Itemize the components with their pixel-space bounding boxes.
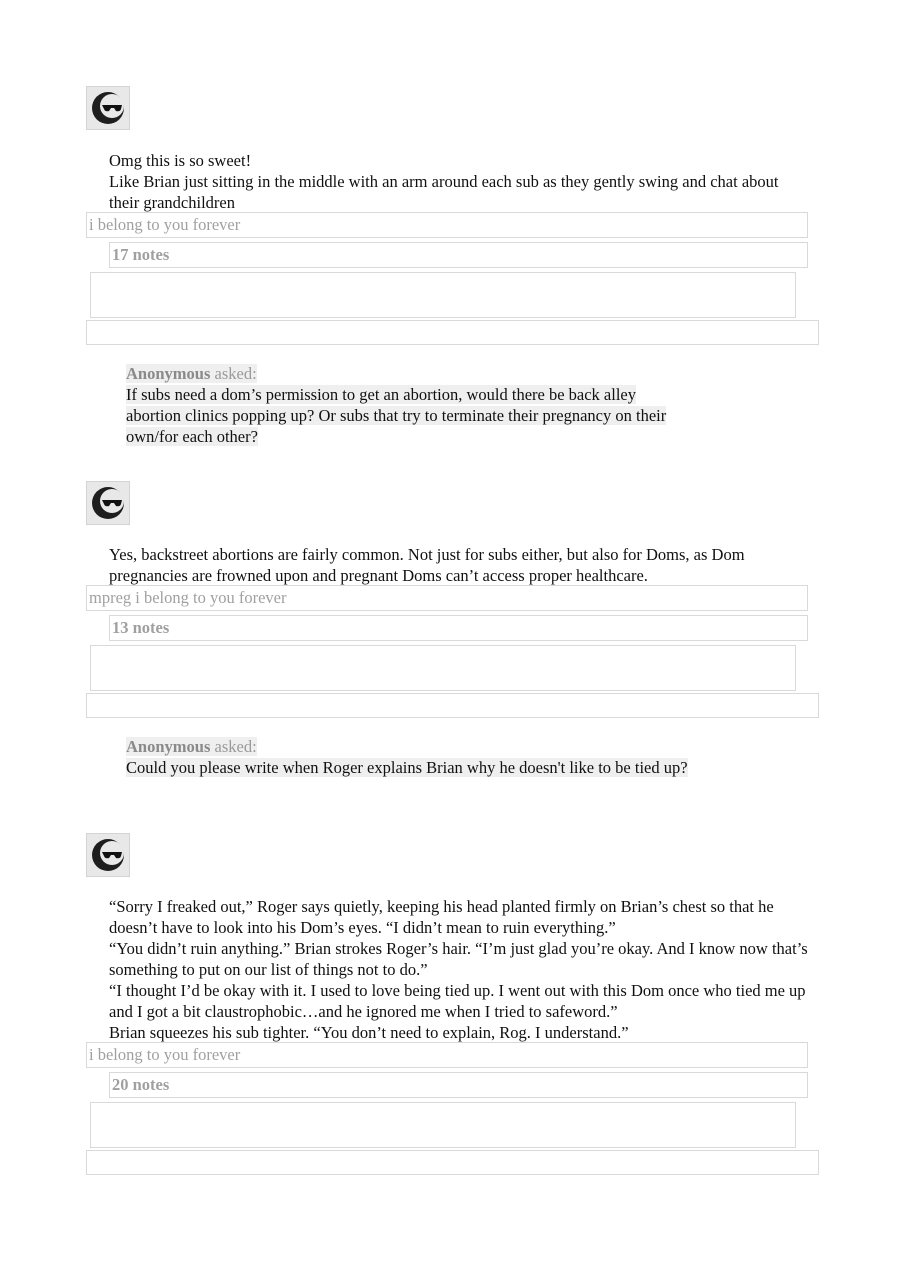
notes-count[interactable]: 17 notes bbox=[109, 242, 808, 268]
ask-block bbox=[126, 363, 694, 447]
post-tags[interactable]: mpreg i belong to you forever bbox=[86, 585, 808, 611]
ask-verb: asked: bbox=[214, 737, 257, 756]
post-tags[interactable]: i belong to you forever bbox=[86, 1042, 808, 1068]
post-body bbox=[109, 544, 789, 586]
ask-block bbox=[126, 736, 694, 778]
post-divider-bar bbox=[86, 1150, 819, 1175]
avatar[interactable] bbox=[86, 86, 130, 130]
post-paragraph: Omg this is so sweet! bbox=[109, 151, 252, 170]
sunglasses-moon-avatar-icon bbox=[87, 482, 129, 524]
post-tags[interactable]: i belong to you forever bbox=[86, 212, 808, 238]
post-footer-panel bbox=[90, 645, 796, 691]
post-body bbox=[109, 150, 809, 213]
post-divider-bar bbox=[86, 320, 819, 345]
post-footer-panel bbox=[90, 1102, 796, 1148]
asker-name[interactable]: Anonymous bbox=[126, 364, 211, 383]
post-paragraph: “Sorry I freaked out,” Roger says quietly, keeping his head planted firmly on Brian’s chest so that he doesn’t have to look into his Dom’s eyes. “I didn’t mean to ruin everything.” bbox=[109, 897, 774, 937]
avatar[interactable] bbox=[86, 481, 130, 525]
post-body bbox=[109, 896, 809, 1043]
post-footer-panel bbox=[90, 272, 796, 318]
asker-name[interactable]: Anonymous bbox=[126, 737, 211, 756]
avatar[interactable] bbox=[86, 833, 130, 877]
sunglasses-moon-avatar-icon bbox=[87, 834, 129, 876]
post-paragraph: “I thought I’d be okay with it. I used to love being tied up. I went out with this Dom once who tied me up and I got a bit claustrophobic…and he ignored me when I tried to safeword.” bbox=[109, 981, 806, 1021]
notes-count[interactable]: 20 notes bbox=[109, 1072, 808, 1098]
post-divider-bar bbox=[86, 693, 819, 718]
ask-header bbox=[126, 363, 694, 384]
post-paragraph: Like Brian just sitting in the middle with an arm around each sub as they gently swing and chat about their grandchildren bbox=[109, 172, 779, 212]
post-paragraph: “You didn’t ruin anything.” Brian strokes Roger’s hair. “I’m just glad you’re okay. And I know now that’s something to put on our list of things not to do.” bbox=[109, 939, 808, 979]
notes-count[interactable]: 13 notes bbox=[109, 615, 808, 641]
ask-header bbox=[126, 736, 694, 757]
post-paragraph: Brian squeezes his sub tighter. “You don’t need to explain, Rog. I understand.” bbox=[109, 1023, 629, 1042]
ask-question: Could you please write when Roger explains Brian why he doesn't like to be tied up? bbox=[126, 758, 688, 777]
post-paragraph: Yes, backstreet abortions are fairly common. Not just for subs either, but also for Doms, as Dom pregnancies are frowned upon and pregnant Doms can’t access proper healthcare. bbox=[109, 545, 745, 585]
ask-verb: asked: bbox=[214, 364, 257, 383]
sunglasses-moon-avatar-icon bbox=[87, 87, 129, 129]
ask-question: If subs need a dom’s permission to get an abortion, would there be back alley abortion clinics popping up? Or subs that try to terminate their pregnancy on their own/for each other? bbox=[126, 385, 667, 446]
